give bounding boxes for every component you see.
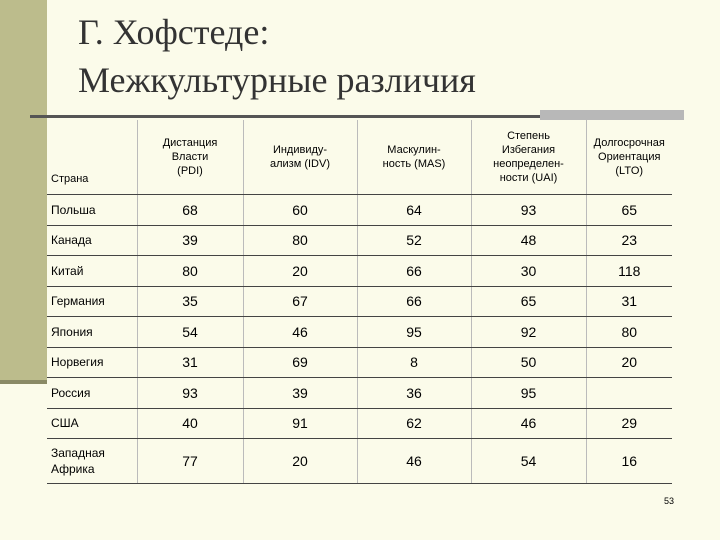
cell-lto: 80 (586, 317, 672, 348)
cell-idv: 20 (243, 439, 357, 484)
cell-uai: 93 (471, 195, 586, 226)
cell-mas: 52 (357, 225, 471, 256)
cell-lto: 16 (586, 439, 672, 484)
cell-pdi: 35 (137, 286, 243, 317)
cell-lto: 20 (586, 347, 672, 378)
left-decor-rule (0, 380, 47, 384)
slide-title (78, 8, 476, 104)
table-row (47, 225, 672, 256)
cell-pdi: 68 (137, 195, 243, 226)
cell-idv: 20 (243, 256, 357, 287)
cell-pdi: 40 (137, 408, 243, 439)
cell-country: Япония (47, 317, 137, 348)
cell-pdi: 54 (137, 317, 243, 348)
cell-mas: 46 (357, 439, 471, 484)
cell-uai: 30 (471, 256, 586, 287)
cell-pdi: 80 (137, 256, 243, 287)
cell-mas: 95 (357, 317, 471, 348)
cell-country: Польша (47, 195, 137, 226)
cell-idv: 69 (243, 347, 357, 378)
cell-mas: 62 (357, 408, 471, 439)
cell-idv: 39 (243, 378, 357, 409)
cell-mas: 8 (357, 347, 471, 378)
cell-idv: 80 (243, 225, 357, 256)
page-number: 53 (664, 496, 675, 506)
header-idv: Индивиду- ализм (IDV) (243, 120, 357, 195)
title-line-2: Межкультурные различия (78, 60, 476, 100)
cell-idv: 67 (243, 286, 357, 317)
cell-pdi: 93 (137, 378, 243, 409)
table-row (47, 408, 672, 439)
cell-country: США (47, 408, 137, 439)
cell-mas: 66 (357, 286, 471, 317)
cell-country: Западная Африка (47, 439, 137, 484)
cell-mas: 66 (357, 256, 471, 287)
cell-country: Германия (47, 286, 137, 317)
header-mas: Маскулин- ность (MAS) (357, 120, 471, 195)
cell-lto (586, 378, 672, 409)
cell-lto: 23 (586, 225, 672, 256)
cell-idv: 60 (243, 195, 357, 226)
cell-idv: 46 (243, 317, 357, 348)
table-row (47, 439, 672, 484)
table-row (47, 347, 672, 378)
title-line-1: Г. Хофстеде: (78, 12, 270, 52)
cell-pdi: 77 (137, 439, 243, 484)
cell-lto: 29 (586, 408, 672, 439)
cell-lto: 31 (586, 286, 672, 317)
hofstede-table (47, 120, 672, 484)
table-row (47, 378, 672, 409)
cell-uai: 50 (471, 347, 586, 378)
left-decor-band (0, 0, 47, 380)
table-row (47, 256, 672, 287)
cell-uai: 65 (471, 286, 586, 317)
header-lto: Долгосрочная Ориентация (LTO) (586, 120, 672, 195)
cell-uai: 46 (471, 408, 586, 439)
cell-mas: 64 (357, 195, 471, 226)
cell-uai: 92 (471, 317, 586, 348)
cell-country: Канада (47, 225, 137, 256)
cell-uai: 48 (471, 225, 586, 256)
cell-uai: 54 (471, 439, 586, 484)
cell-country: Россия (47, 378, 137, 409)
cell-lto: 118 (586, 256, 672, 287)
cell-idv: 91 (243, 408, 357, 439)
title-divider-accent (540, 110, 684, 120)
table-row (47, 286, 672, 317)
cell-pdi: 39 (137, 225, 243, 256)
header-country: Страна (47, 120, 137, 195)
cell-country: Норвегия (47, 347, 137, 378)
cell-country: Китай (47, 256, 137, 287)
cell-pdi: 31 (137, 347, 243, 378)
header-uai: Степень Избегания неопределен- ности (UAI) (471, 120, 586, 195)
table-header-row (47, 120, 672, 195)
header-pdi: Дистанция Власти (PDI) (137, 120, 243, 195)
cell-uai: 95 (471, 378, 586, 409)
cell-mas: 36 (357, 378, 471, 409)
title-divider (30, 115, 540, 118)
cell-lto: 65 (586, 195, 672, 226)
table-row (47, 195, 672, 226)
table-row (47, 317, 672, 348)
